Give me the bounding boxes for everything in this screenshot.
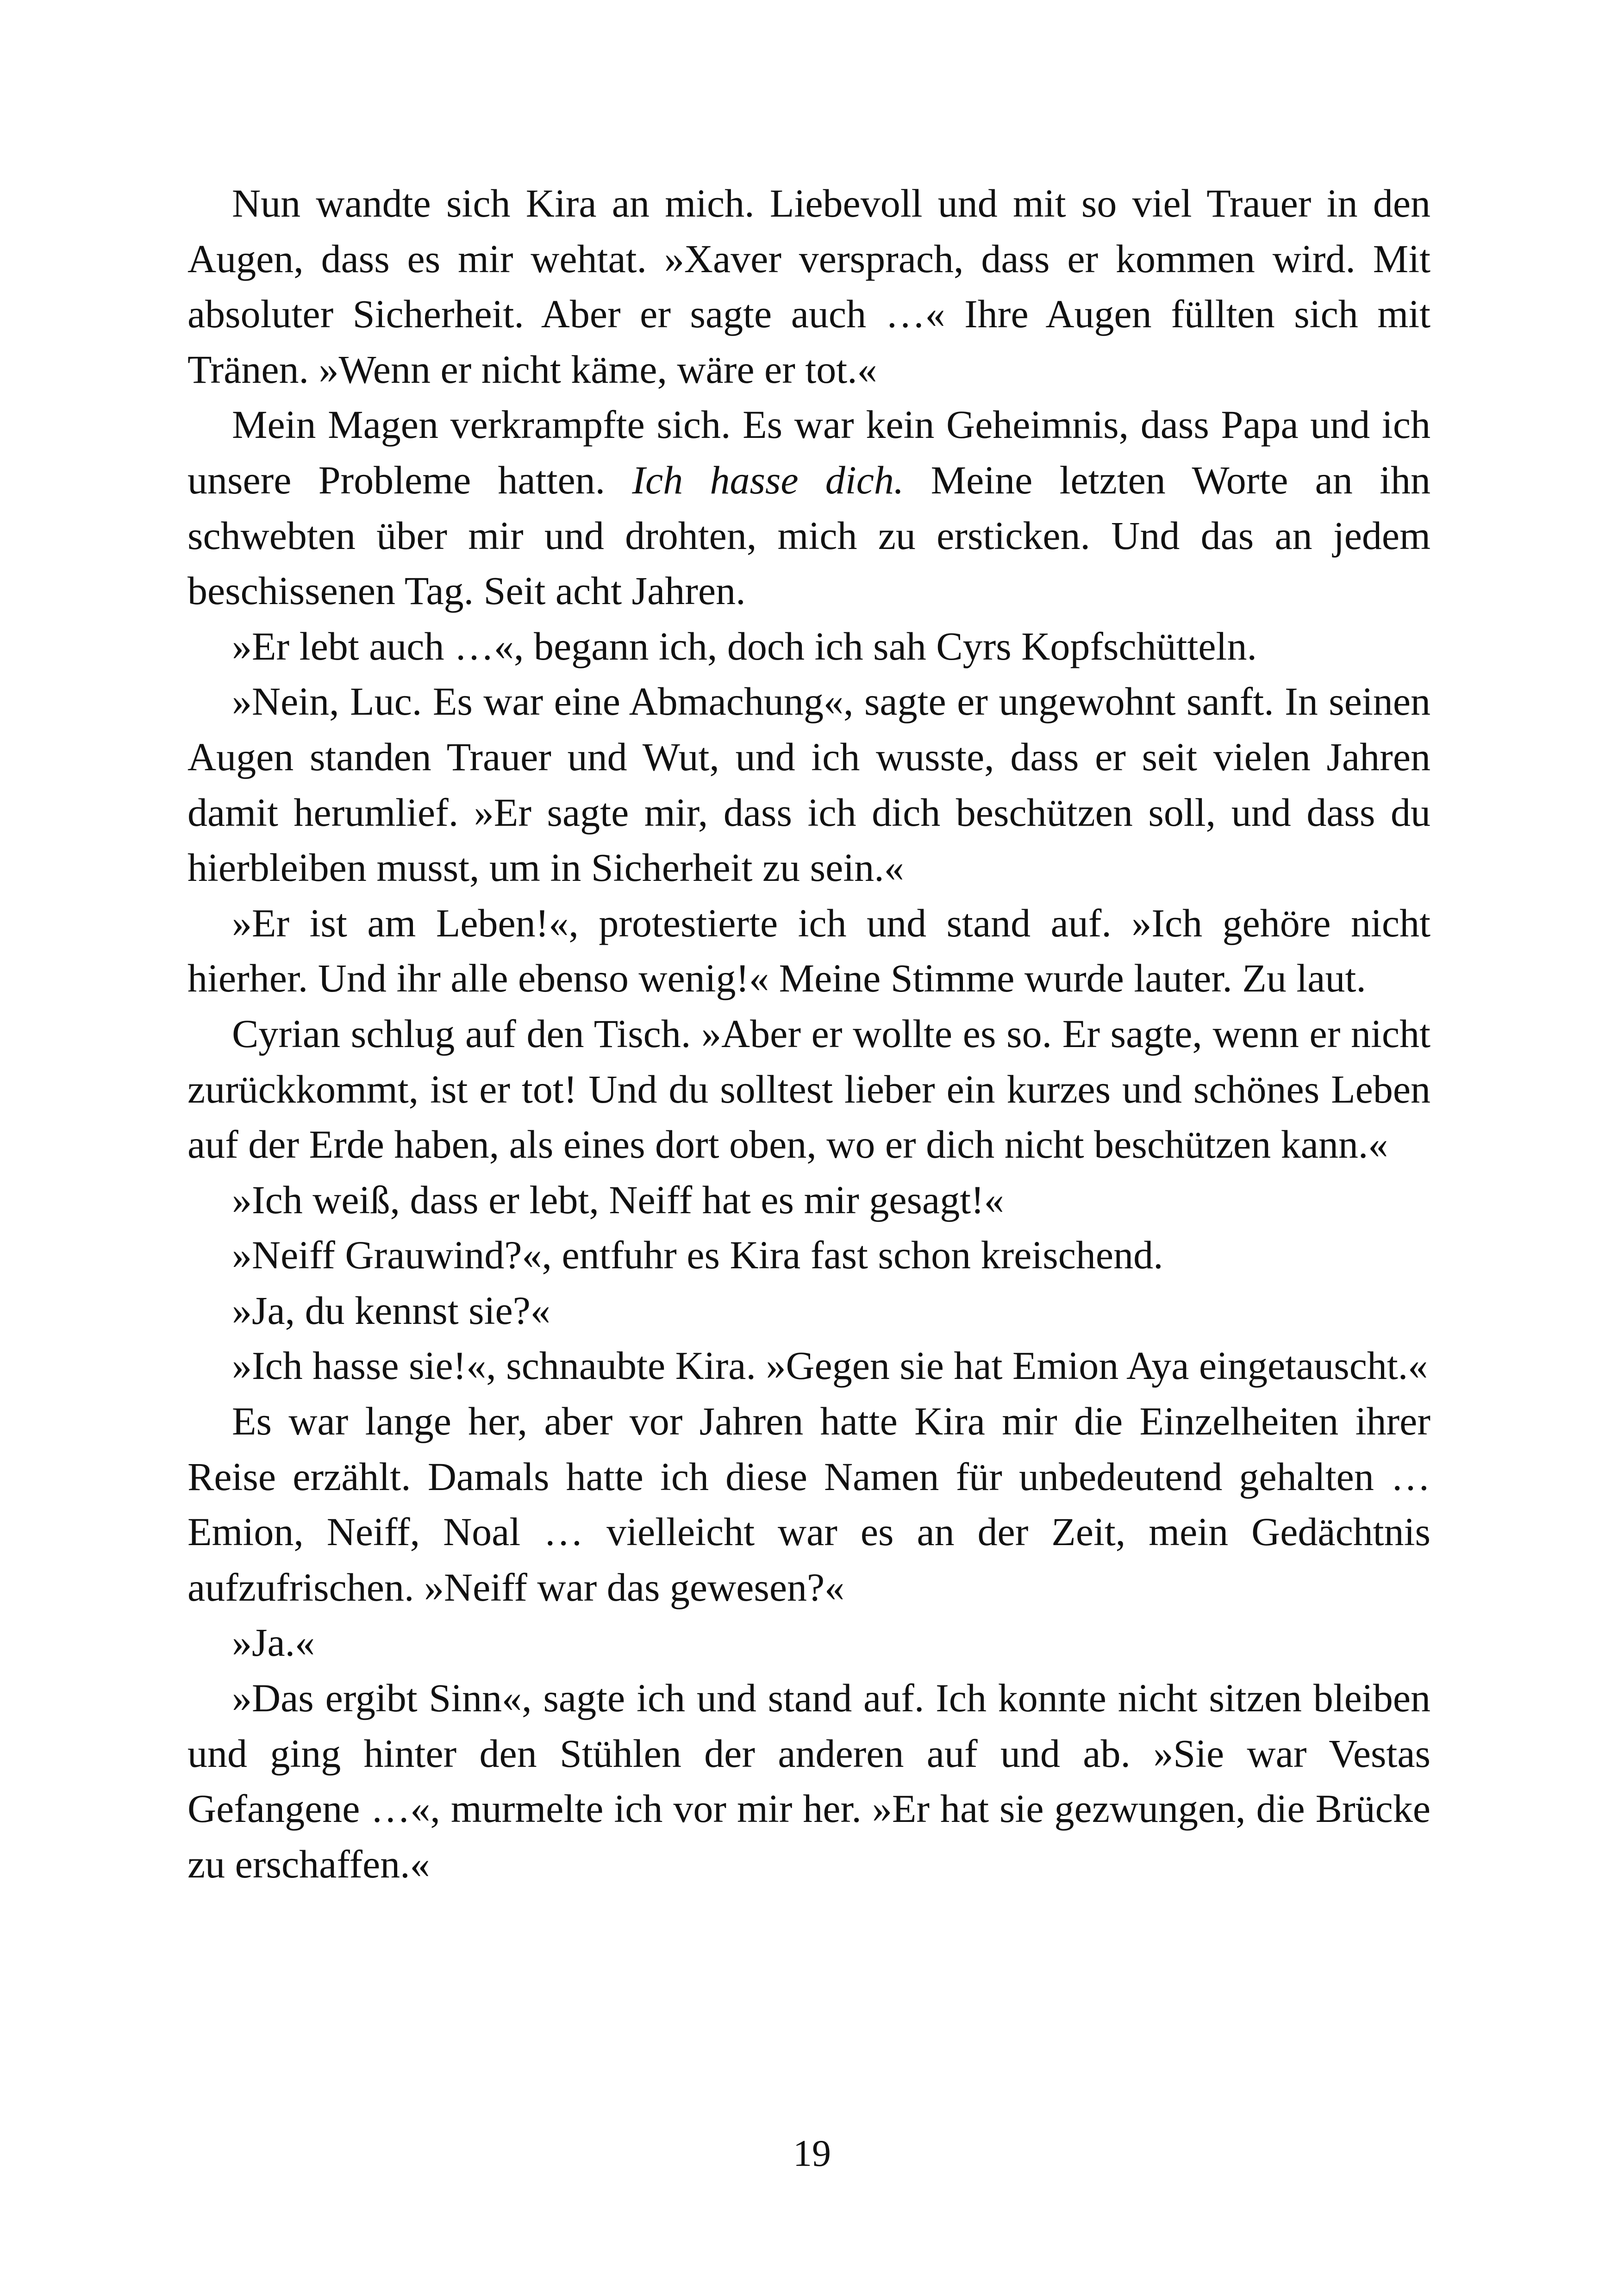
paragraph-4: »Nein, Luc. Es war eine Abmachung«, sagte er ungewohnt sanft. In seinen Augen standen Trauer und Wut, und ich wusste, dass er seit vielen Jahren damit herumlief. »Er sagte mir, dass ich dich beschützen soll, und dass du hierbleiben musst, um in Sicherheit zu sein.« [187, 679, 1430, 890]
book-page [187, 176, 1430, 2166]
paragraph-2: Mein Magen verkrampfte sich. Es war kein Geheimnis, dass Papa und ich unsere Probleme hatten. Ich hasse dich. Meine letzten Worte an ihn schwebten über mir und drohten, mich zu ersticken. Und das an jedem beschissenen Tag. Seit acht Jahren. [187, 402, 1430, 613]
body-text [187, 176, 1430, 1892]
paragraph-10: »Ich hasse sie!«, schnaubte Kira. »Gegen sie hat Emion Aya eingetauscht.« [232, 1343, 1428, 1388]
paragraph-1: Nun wandte sich Kira an mich. Liebevoll und mit so viel Trauer in den Augen, dass es mir wehtat. »Xaver versprach, dass er kommen wird. Mit absoluter Sicherheit. Aber er sagte auch …« Ihre Augen füllten sich mit Tränen. »Wenn er nicht käme, wäre er tot.« [187, 181, 1430, 392]
italic-phrase: Ich hasse dich. [632, 457, 904, 502]
page-number: 19 [793, 2132, 831, 2174]
paragraph-9: »Ja, du kennst sie?« [232, 1288, 550, 1333]
paragraph-6: Cyrian schlug auf den Tisch. »Aber er wollte es so. Er sagte, wenn er nicht zurückkommt, ist er tot! Und du solltest lieber ein kurzes und schönes Leben auf der Erde haben, als eines dort oben, wo er dich nicht beschützen kann.« [187, 1011, 1430, 1167]
paragraph-5: »Er ist am Leben!«, protestierte ich und stand auf. »Ich gehöre nicht hierher. Und ihr alle ebenso wenig!« Meine Stimme wurde lauter. Zu laut. [187, 900, 1430, 1001]
paragraph-13: »Das ergibt Sinn«, sagte ich und stand auf. Ich konnte nicht sitzen bleiben und ging hinter den Stühlen der anderen auf und ab. »Sie war Vestas Gefangene …«, murmelte ich vor mir her. »Er hat sie gezwungen, die Brücke zu erschaffen.« [187, 1676, 1430, 1886]
paragraph-3: »Er lebt auch …«, begann ich, doch ich sah Cyrs Kopfschütteln. [232, 624, 1257, 668]
paragraph-11: Es war lange her, aber vor Jahren hatte Kira mir die Einzelheiten ihrer Reise erzählt. Damals hatte ich diese Namen für unbedeutend gehalten … Emion, Neiff, Noal … vielleicht war es an der Zeit, mein Gedächtnis aufzufrischen. »Neiff war das gewesen?« [187, 1399, 1430, 1609]
paragraph-7: »Ich weiß, dass er lebt, Neiff hat es mir gesagt!« [232, 1177, 1004, 1222]
paragraph-12: »Ja.« [232, 1620, 315, 1665]
paragraph-8: »Neiff Grauwind?«, entfuhr es Kira fast schon kreischend. [232, 1233, 1163, 1278]
